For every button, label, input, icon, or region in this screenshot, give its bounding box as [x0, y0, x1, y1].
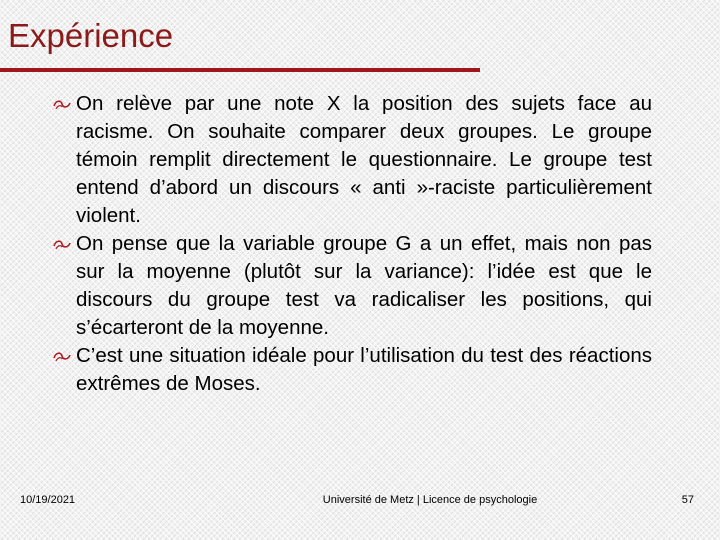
slide-title: Expérience: [8, 17, 174, 54]
bullet-text: C’est une situation idéale pour l’utilisation du test des réactions extrêmes de Moses.: [76, 344, 652, 395]
footer-institution: Université de Metz | Licence de psychologie: [322, 494, 538, 506]
swirl-bullet-icon: [52, 98, 72, 111]
bullet-list: [52, 90, 652, 398]
footer-date: 10/19/2021: [20, 494, 76, 506]
bullet-text: On pense que la variable groupe G a un effet, mais non pas sur la moyenne (plutôt sur la variance): l’idée est que le discours du groupe test va radicaliser les positions, qui s’écarteront de la moyenne.: [76, 232, 652, 339]
bullet-item: [52, 342, 652, 398]
swirl-bullet-icon: [52, 350, 72, 363]
swirl-bullet-icon: [52, 238, 72, 251]
title-underline: [0, 68, 480, 72]
page-number: 57: [681, 494, 694, 506]
bullet-item: [52, 230, 652, 342]
bullet-text: On relève par une note X la position des sujets face au racisme. On souhaite comparer deux groupes. Le groupe témoin remplit directement le questionnaire. Le groupe test entend d’abord un discours « anti »-raciste particulièrement violent.: [76, 92, 652, 227]
bullet-item: [52, 90, 652, 230]
